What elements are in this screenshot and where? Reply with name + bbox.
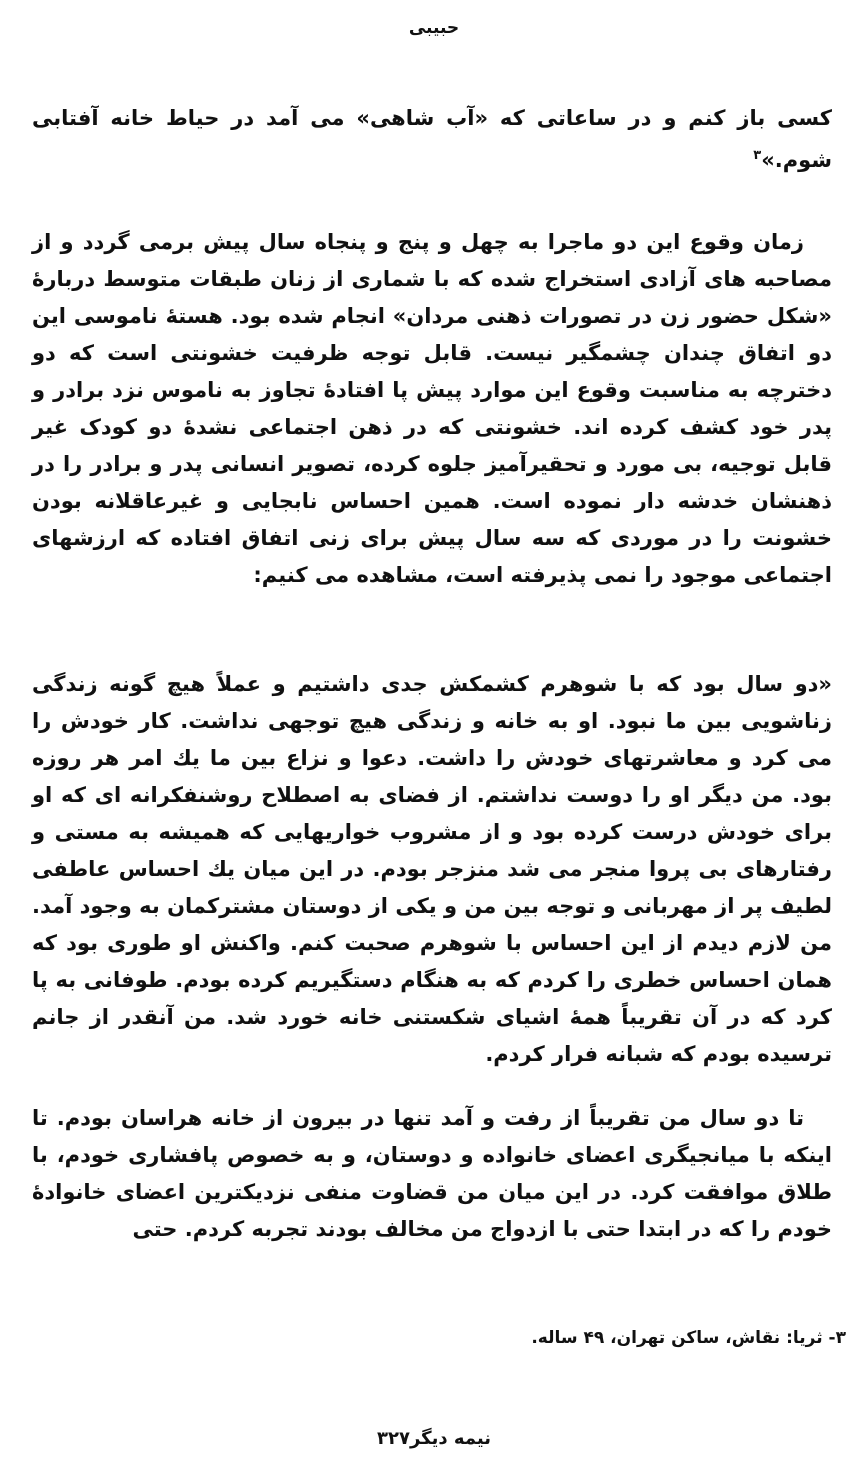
footnote-marker: ۳ [753, 148, 762, 163]
footer-mark: ۳ [376, 1428, 388, 1449]
running-header: حبیبی [408, 18, 460, 38]
page-footer [0, 1428, 868, 1449]
paragraph-analysis: زمان وقوع این دو ماجرا به چهل و پنج و پنجاه سال پیش برمی گردد و از مصاحبه های آزادی استخراج شده که با شماری از زنان طبقات متوسط دربارهٔ «شکل حضور زن در تصورات ذهنی مردان» انجام شده بود. هستهٔ ناموسی این دو اتفاق چندان چشمگیر نیست. قابل توجه ظرفیت خشونتی است که دو دخترچه به مناسبت وقوع این موارد پیش پا افتادهٔ تجاوز به ناموس نزد برادر و پدر خود کشف کرده اند. خشونتی که در ذهن اجتماعی نشدهٔ دو کودک غیر قابل توجیه، بی مورد و تحقیرآمیز جلوه کرده، تصویر انسانی پدر و برادر را در ذهنشان خدشه دار نموده است. همین احساس نابجایی و غیرعاقلانه بودن خشونت را در موردی که سه سال پیش برای زنی اتفاق افتاده که ارزشهای اجتماعی موجود را نمی پذیرفته است، مشاهده می کنیم: [32, 230, 832, 587]
journal-title: نیمه دیگر [409, 1428, 491, 1449]
paragraph-testimony: «دو سال بود که با شوهرم کشمکش جدی داشتیم و عملاً هیچ گونه زندگی زناشویی بین ما نبود. او به خانه و زندگی هیچ توجهی نداشت. کار خودش را می کرد و معاشرتهای خودش را داشت. دعوا و نزاع بین ما یك امر هر روزه بود. من دیگر او را دوست نداشتم. از فضای به اصطلاح روشنفکرانه ای که او برای خودش درست کرده بود و از مشروب خواریهایی که همیشه به مستی و رفتارهای بی پروا منجر می شد منزجر بودم. در این میان یك احساس عاطفی لطیف پر از مهربانی و توجه بین من و یکی از دوستان مشترکمان به وجود آمد. من لازم دیدم از این احساس با شوهرم صحبت کنم. واکنش او طوری بود که همان احساس خطری را کردم که به هنگام دستگیریم کرده بودم. طوفانی به پا کرد که در آن تقریباً همهٔ اشیای شکستنی خانه خورد شد. من آنقدر از جانم ترسیده بودم که شبانه فرار کردم. [32, 672, 832, 1066]
footnote: ۳- ثریا: نقاش، ساکن تهران، ۴۹ ساله. [531, 1328, 846, 1348]
paragraph-text: کسی باز کنم و در ساعاتی که «آب شاهی» می آمد در حیاط خانه آفتابی شوم.» [32, 106, 832, 172]
paragraph-quote-ending [32, 100, 832, 179]
paragraph-testimony-continued: تا دو سال من تقریباً از رفت و آمد تنها در بیرون از خانه هراسان بودم. تا اینکه با میانجیگری اعضای خانواده و دوستان، و به خصوص پافشاری خودم، با طلاق موافقت کرد. در این میان من قضاوت منفی نزدیکترین اعضای خانوادهٔ خودم را که در ابتدا حتی با ازدواج من مخالف بودند تجربه کردم. حتی [32, 1106, 832, 1241]
page-number: ۲۷ [387, 1428, 410, 1449]
